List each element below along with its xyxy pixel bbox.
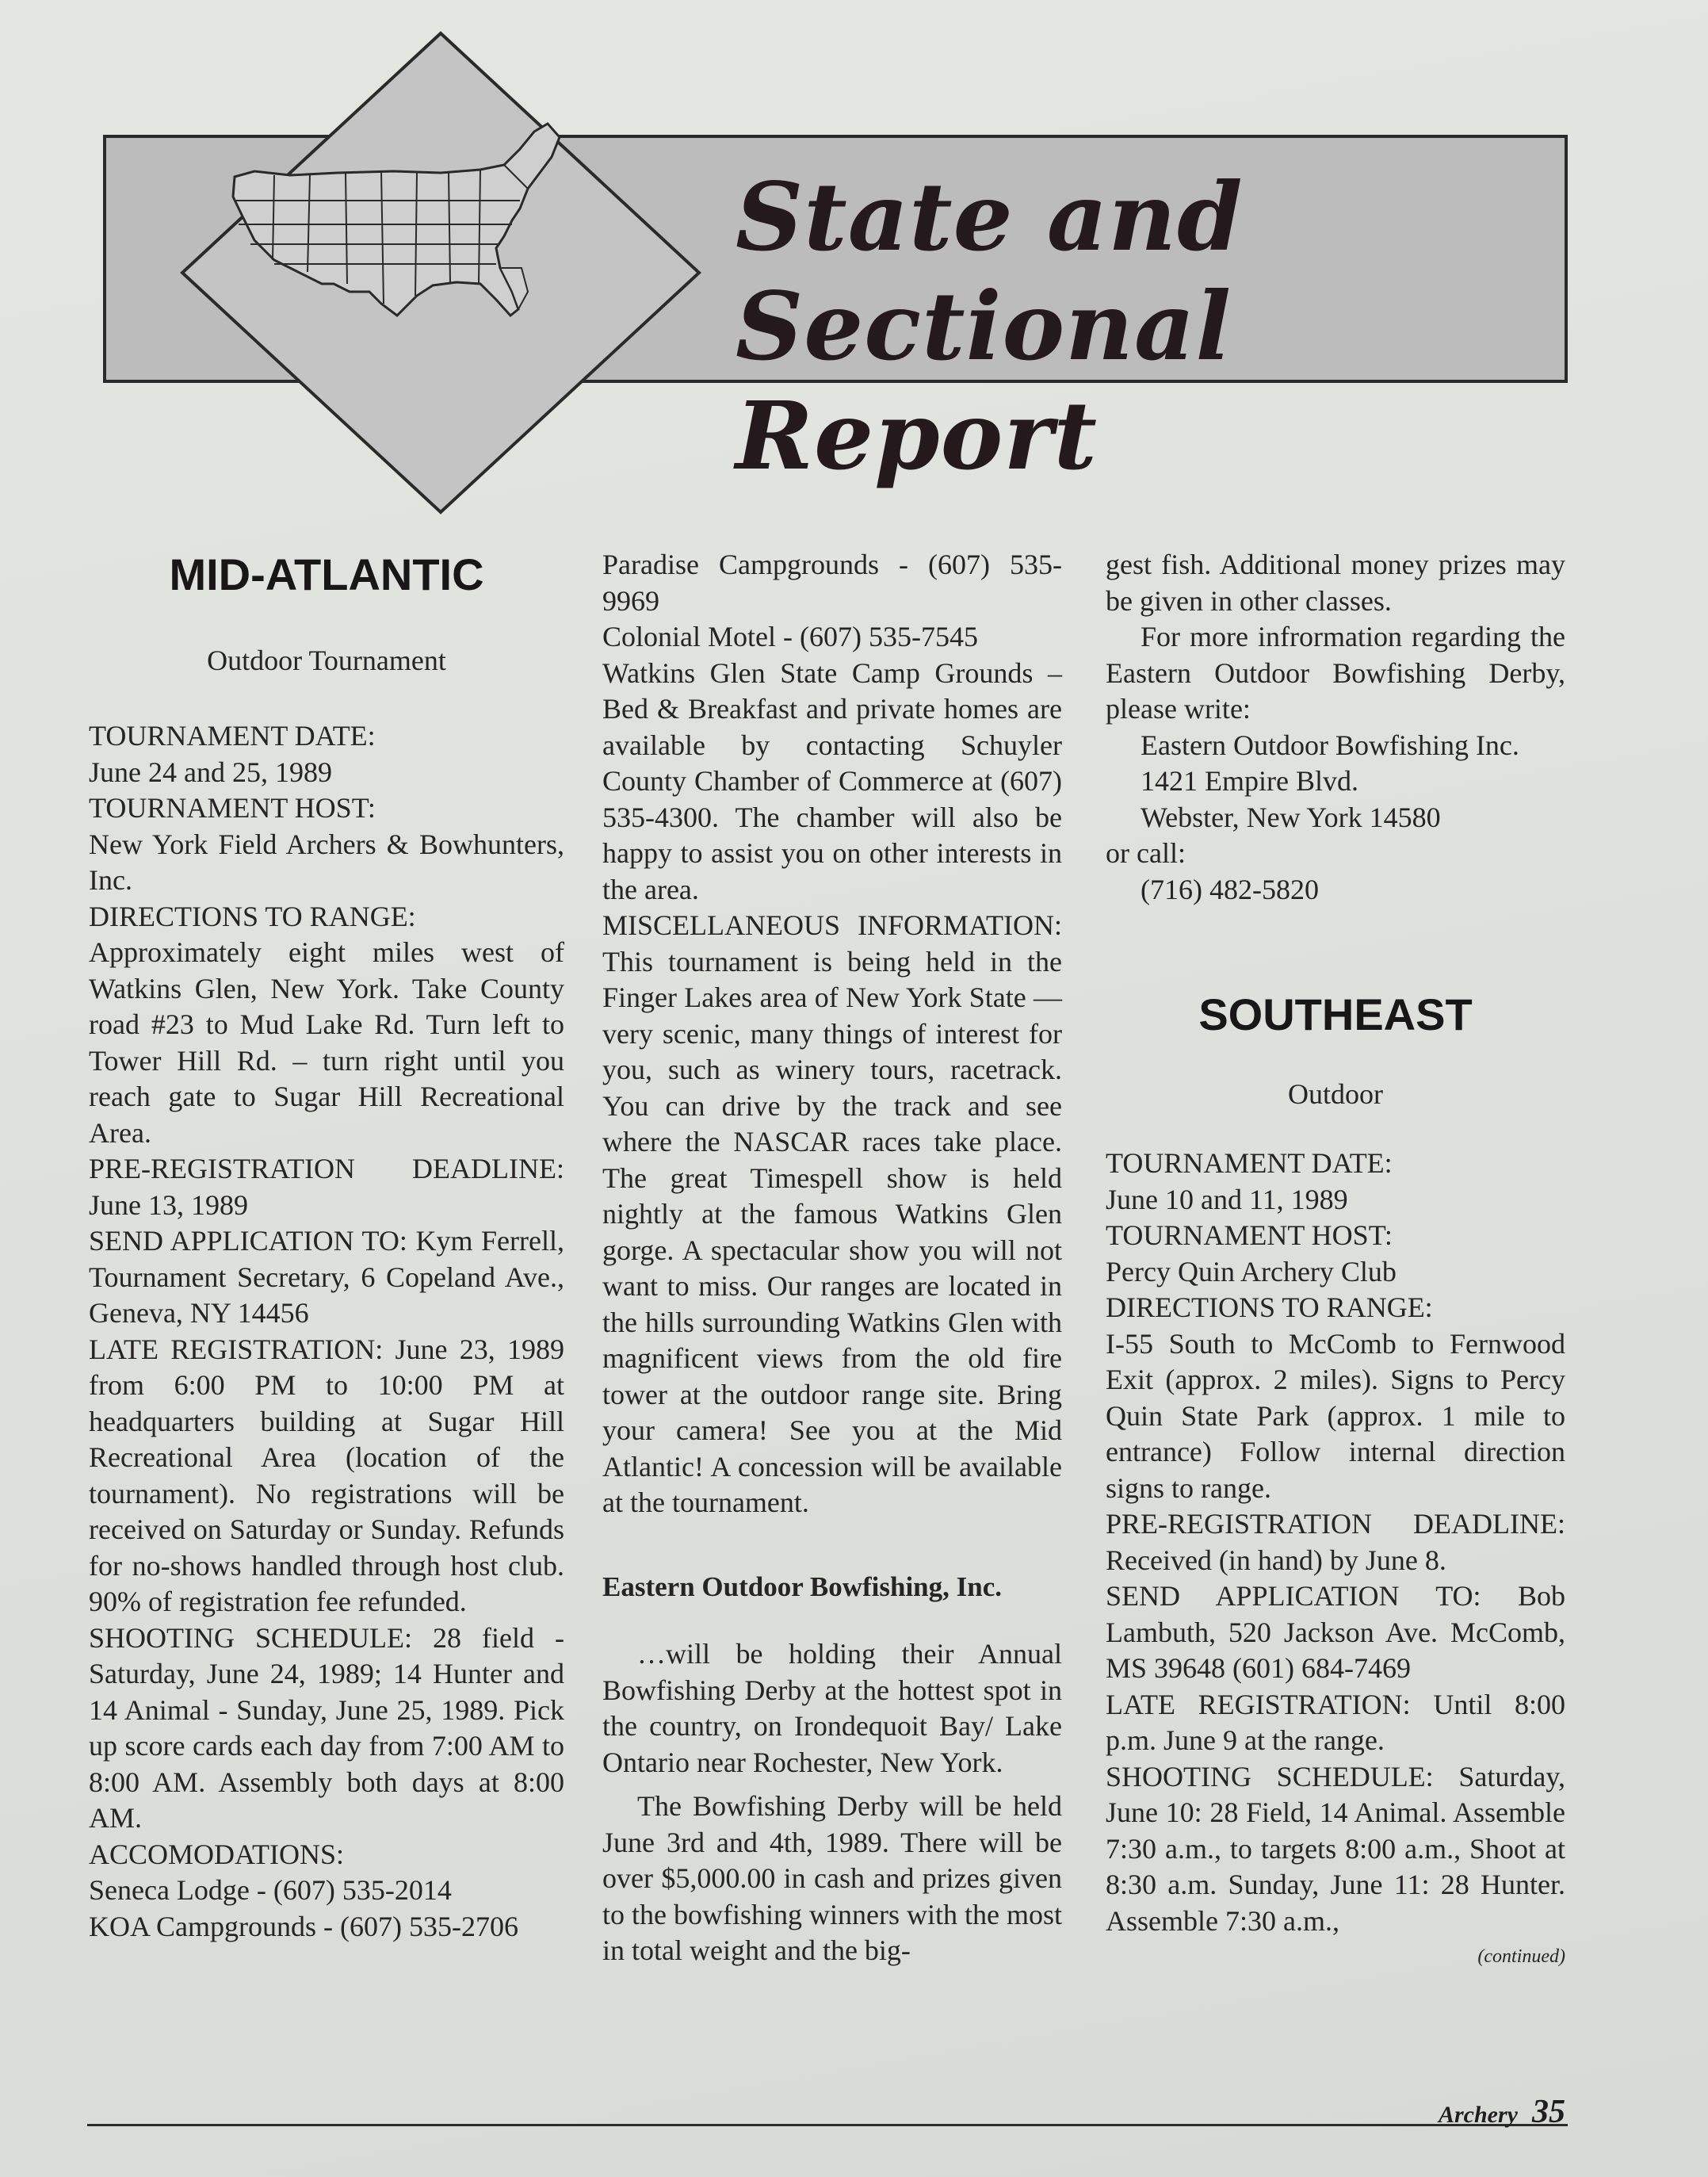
column-3 [1106,547,1565,1976]
title-line-1: State and [736,162,1244,272]
body-paragraph: The Bowfishing Derby will be held June 3rd and 4th, 1989. There will be over $5,000.00 in cash and prizes given to the bowfishing winners with the most in total weight and the big- [602,1790,1062,1966]
body-line: SEND APPLICATION TO: Kym Ferrell, Tournament Secretary, 6 Copeland Ave., Geneva, NY 14456 [89,1225,564,1329]
body-line: Approximately eight miles west of Watkins Glen, New York. Take County road #23 to Mud Lake Rd. Turn left to Tower Hill Rd. – turn right until you reach gate to Sugar Hill Recreational Area. [89,936,564,1149]
address-line: Webster, New York 14580 [1141,801,1441,833]
body-line: Seneca Lodge - (607) 535-2014 [89,1874,452,1906]
body-line: SHOOTING SCHEDULE: 28 field - Saturday, June 24, 1989; 14 Hunter and 14 Animal - Sunday, June 25, 1989. Pick up score cards each day from 7:00 AM to 8:00 AM. Assembly both days at 8:00 AM. [89,1621,564,1834]
us-map-diamond-icon [179,30,702,515]
body-line: KOA Campgrounds - (607) 535-2706 [89,1910,518,1942]
continued-note: (continued) [1477,1946,1565,1967]
body-line: SHOOTING SCHEDULE: Saturday, June 10: 28 Field, 14 Animal. Assemble 7:30 a.m., to targets 8:00 a.m., Shoot at 8:30 a.m. Sunday, June 11: 28 Hunter. Assemble 7:30 a.m., [1106,1760,1565,1937]
body-line: LATE REGISTRATION: Until 8:00 p.m. June 9 at the range. [1106,1688,1565,1756]
phone-number: (716) 482-5820 [1141,873,1319,905]
or-call-label: or call: [1106,837,1186,869]
title-line-2: Sectional Report [736,271,1232,491]
body-line: June 24 and 25, 1989 [89,756,332,788]
body-line: DIRECTIONS TO RANGE: [89,900,416,932]
body-paragraph: For more infrormation regarding the Eastern Outdoor Bowfishing Derby, please write: [1106,621,1565,725]
page-number: 35 [1532,2094,1565,2130]
page-title [736,163,1552,491]
magazine-name: Archery [1439,2102,1518,2128]
body-line: June 10 and 11, 1989 [1106,1183,1348,1215]
body-line: DIRECTIONS TO RANGE: [1106,1291,1433,1323]
body-line: Percy Quin Archery Club [1106,1255,1397,1287]
body-line: Colonial Motel - (607) 535-7545 [602,621,978,652]
body-line: TOURNAMENT HOST: [1106,1219,1393,1251]
body-paragraph: gest fish. Additional money prizes may be given in other classes. [1106,549,1565,617]
body-line: TOURNAMENT HOST: [89,792,376,824]
address-line: 1421 Empire Blvd. [1141,765,1358,797]
section-heading-southeast: SOUTHEAST [1198,989,1473,1039]
column-1 [89,547,564,1945]
subsection-heading: Outdoor [1288,1078,1383,1110]
subsection-heading-bowfishing: Eastern Outdoor Bowfishing, Inc. [602,1571,1003,1602]
body-line: SEND APPLICATION TO: Bob Lambuth, 520 Jackson Ave. McComb, MS 39648 (601) 684-7469 [1106,1580,1565,1684]
footer [1439,2093,1565,2131]
body-line: Watkins Glen State Camp Grounds – Bed & Breakfast and private homes are available by contacting Schuyler County Chamber of Commerce at (607) 535-4300. The chamber will also be happy to assist you on other interests in the area. [602,656,1062,905]
body-line: ACCOMODATIONS: [89,1838,345,1870]
body-line: TOURNAMENT DATE: [89,720,376,752]
footer-rule [87,2124,1568,2126]
body-line: Paradise Campgrounds - (607) 535-9969 [602,549,1062,617]
body-line: MISCELLANEOUS INFORMATION: This tournament is being held in the Finger Lakes area of New York State — very scenic, many things of interest for you, such as winery tours, racetrack. You can drive by the track and see where the NASCAR races take place. The great Timespell show is held nightly at the famous Watkins Glen gorge. A spectacular show you will not want to miss. Our ranges are located in the hills surrounding Watkins Glen with magnificent views from the old fire tower at the outdoor range site. Bring your camera! See you at the Mid Atlantic! A concession will be available at the tournament. [602,909,1062,1518]
body-line: PRE-REGISTRATION DEADLINE: June 13, 1989 [89,1153,564,1221]
subsection-heading: Outdoor Tournament [207,645,446,676]
body-line: PRE-REGISTRATION DEADLINE: Received (in hand) by June 8. [1106,1508,1565,1576]
body-line: I-55 South to McComb to Fernwood Exit (approx. 2 miles). Signs to Percy Quin State Park (approx. 1 mile to entrance) Follow internal direction signs to range. [1106,1327,1565,1504]
column-2 [602,547,1062,1969]
address-line: Eastern Outdoor Bowfishing Inc. [1141,729,1519,761]
body-line: TOURNAMENT DATE: [1106,1147,1393,1179]
body-line: LATE REGISTRATION: June 23, 1989 from 6:00 PM to 10:00 PM at headquarters building at Sugar Hill Recreational Area (location of the tournament). No registrations will be received on Saturday or Sunday. Refunds for no-shows handled through host club. 90% of registration fee refunded. [89,1333,564,1617]
body-line: New York Field Archers & Bowhunters, Inc. [89,828,564,896]
body-paragraph: …will be holding their Annual Bowfishing Derby at the hottest spot in the country, on Irondequoit Bay/ Lake Ontario near Rochester, New York. [602,1638,1062,1778]
section-heading-mid-atlantic: MID-ATLANTIC [169,549,484,599]
